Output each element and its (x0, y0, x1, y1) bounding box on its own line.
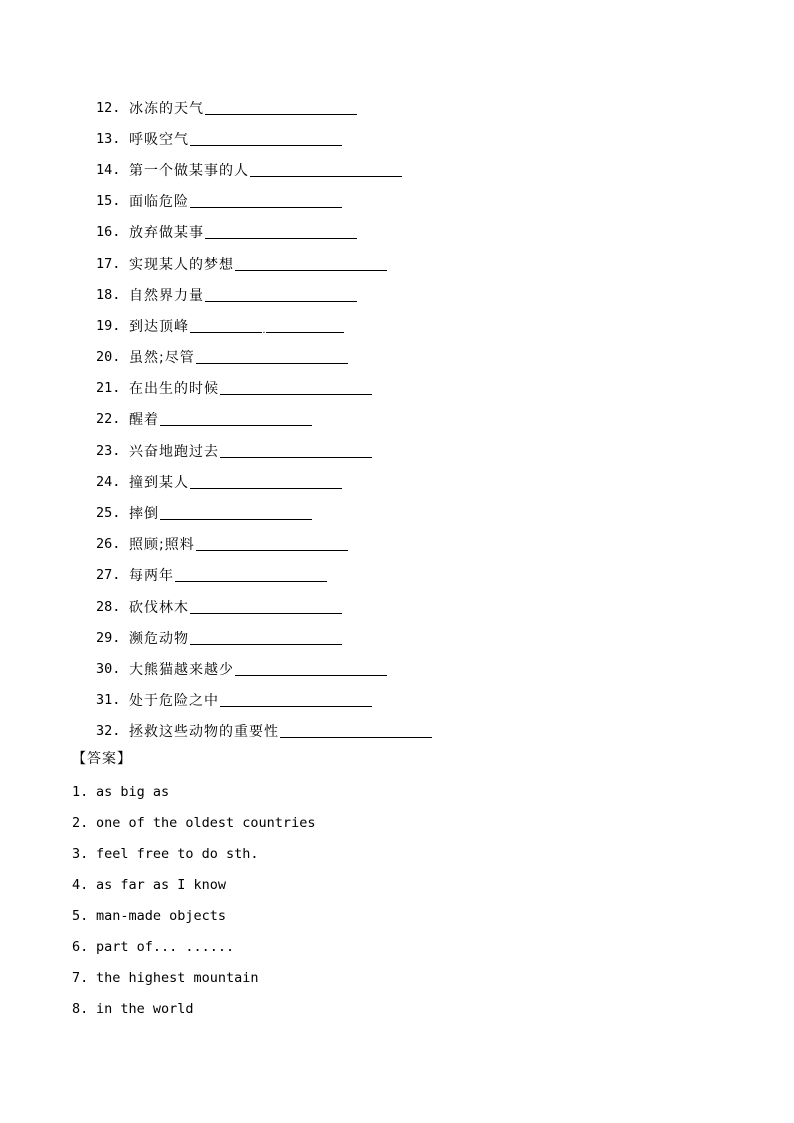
answer-text: feel free to do sth. (96, 845, 259, 862)
question-item (96, 123, 432, 154)
answer-blank[interactable] (190, 612, 342, 614)
question-item (96, 342, 432, 373)
answer-number: 5. (72, 907, 89, 924)
question-item (96, 466, 432, 497)
question-list (96, 92, 432, 747)
answer-text: the highest mountain (96, 969, 259, 986)
question-text: 大熊猫越来越少 (129, 661, 234, 678)
question-item (96, 154, 432, 185)
question-text: 实现某人的梦想 (129, 256, 234, 273)
question-number: 19. (96, 317, 121, 334)
answer-blank[interactable] (196, 549, 348, 551)
question-text: 冰冻的天气 (129, 100, 204, 117)
answer-number: 6. (72, 938, 89, 955)
answer-text: in the world (96, 1000, 194, 1017)
question-text: 兴奋地跑过去 (129, 443, 219, 460)
answer-blank[interactable] (190, 144, 342, 146)
question-item (96, 92, 432, 123)
answer-heading: 【答案】 (72, 751, 132, 767)
answer-number: 7. (72, 969, 89, 986)
question-item (96, 186, 432, 217)
blank-separator: . (262, 325, 266, 337)
question-text: 自然界力量 (129, 287, 204, 304)
answer-item (72, 931, 315, 962)
question-item (96, 622, 432, 653)
question-text: 濒危动物 (129, 630, 189, 647)
answer-blank[interactable] (190, 331, 262, 333)
answer-text: man-made objects (96, 907, 227, 924)
question-number: 26. (96, 536, 121, 553)
question-number: 30. (96, 660, 121, 677)
answer-blank[interactable] (160, 424, 312, 426)
question-item (96, 404, 432, 435)
question-number: 21. (96, 380, 121, 397)
question-number: 22. (96, 411, 121, 428)
question-item (96, 529, 432, 560)
answer-number: 4. (72, 876, 89, 893)
question-item (96, 217, 432, 248)
answer-blank[interactable] (235, 674, 387, 676)
question-number: 24. (96, 473, 121, 490)
answer-blank[interactable] (190, 487, 342, 489)
question-number: 16. (96, 224, 121, 241)
question-number: 27. (96, 567, 121, 584)
answer-blank[interactable] (266, 331, 344, 333)
answer-text: one of the oldest countries (96, 814, 316, 831)
question-number: 29. (96, 629, 121, 646)
answer-blank[interactable] (175, 580, 327, 582)
answer-blank[interactable] (205, 300, 357, 302)
question-number: 28. (96, 598, 121, 615)
question-text: 第一个做某事的人 (129, 162, 249, 179)
question-number: 14. (96, 161, 121, 178)
question-item (96, 716, 432, 747)
answer-blank[interactable] (196, 362, 348, 364)
question-item (96, 248, 432, 279)
question-text: 撞到某人 (129, 474, 189, 491)
question-text: 处于危险之中 (129, 693, 219, 710)
answer-blank[interactable] (205, 237, 357, 239)
question-text: 砍伐林木 (129, 599, 189, 616)
question-text: 拯救这些动物的重要性 (129, 724, 279, 741)
answer-item (72, 807, 315, 838)
answer-item (72, 900, 315, 931)
answer-blank[interactable] (220, 456, 372, 458)
answer-text: as big as (96, 783, 170, 800)
question-item (96, 373, 432, 404)
answer-number: 1. (72, 783, 89, 800)
question-text: 放弃做某事 (129, 225, 204, 242)
question-number: 25. (96, 505, 121, 522)
question-item (96, 560, 432, 591)
question-item (96, 497, 432, 528)
answer-item (72, 962, 315, 993)
question-text: 到达顶峰 (129, 318, 189, 335)
question-text: 摔倒 (129, 506, 159, 523)
answer-blank[interactable] (190, 206, 342, 208)
answer-blank[interactable] (190, 643, 342, 645)
question-text: 醒着 (129, 412, 159, 429)
question-item (96, 435, 432, 466)
question-text: 呼吸空气 (129, 131, 189, 148)
question-number: 15. (96, 193, 121, 210)
answer-blank[interactable] (280, 736, 432, 738)
question-text: 面临危险 (129, 194, 189, 211)
question-item (96, 653, 432, 684)
answer-item (72, 993, 315, 1024)
answer-text: as far as I know (96, 876, 227, 893)
question-item (96, 591, 432, 622)
question-number: 13. (96, 130, 121, 147)
question-item (96, 685, 432, 716)
question-text: 在出生的时候 (129, 381, 219, 398)
answer-blank[interactable] (205, 113, 357, 115)
question-number: 31. (96, 692, 121, 709)
answer-number: 8. (72, 1000, 89, 1017)
answer-number: 2. (72, 814, 89, 831)
answer-blank[interactable] (235, 269, 387, 271)
answer-blank[interactable] (220, 705, 372, 707)
answer-number: 3. (72, 845, 89, 862)
question-number: 23. (96, 442, 121, 459)
question-number: 17. (96, 255, 121, 272)
answer-blank[interactable] (250, 175, 402, 177)
question-item (96, 310, 432, 341)
answer-item (72, 869, 315, 900)
answer-blank[interactable] (220, 393, 372, 395)
question-text: 虽然;尽管 (129, 350, 195, 367)
question-text: 照顾;照料 (129, 537, 195, 554)
question-text: 每两年 (129, 568, 174, 585)
question-item (96, 279, 432, 310)
answer-item (72, 776, 315, 807)
answer-blank[interactable] (160, 518, 312, 520)
answer-text: part of... ...... (96, 938, 235, 955)
answer-item (72, 838, 315, 869)
question-number: 12. (96, 99, 121, 116)
answer-list (72, 776, 315, 1024)
question-number: 32. (96, 723, 121, 740)
question-number: 18. (96, 286, 121, 303)
question-number: 20. (96, 349, 121, 366)
